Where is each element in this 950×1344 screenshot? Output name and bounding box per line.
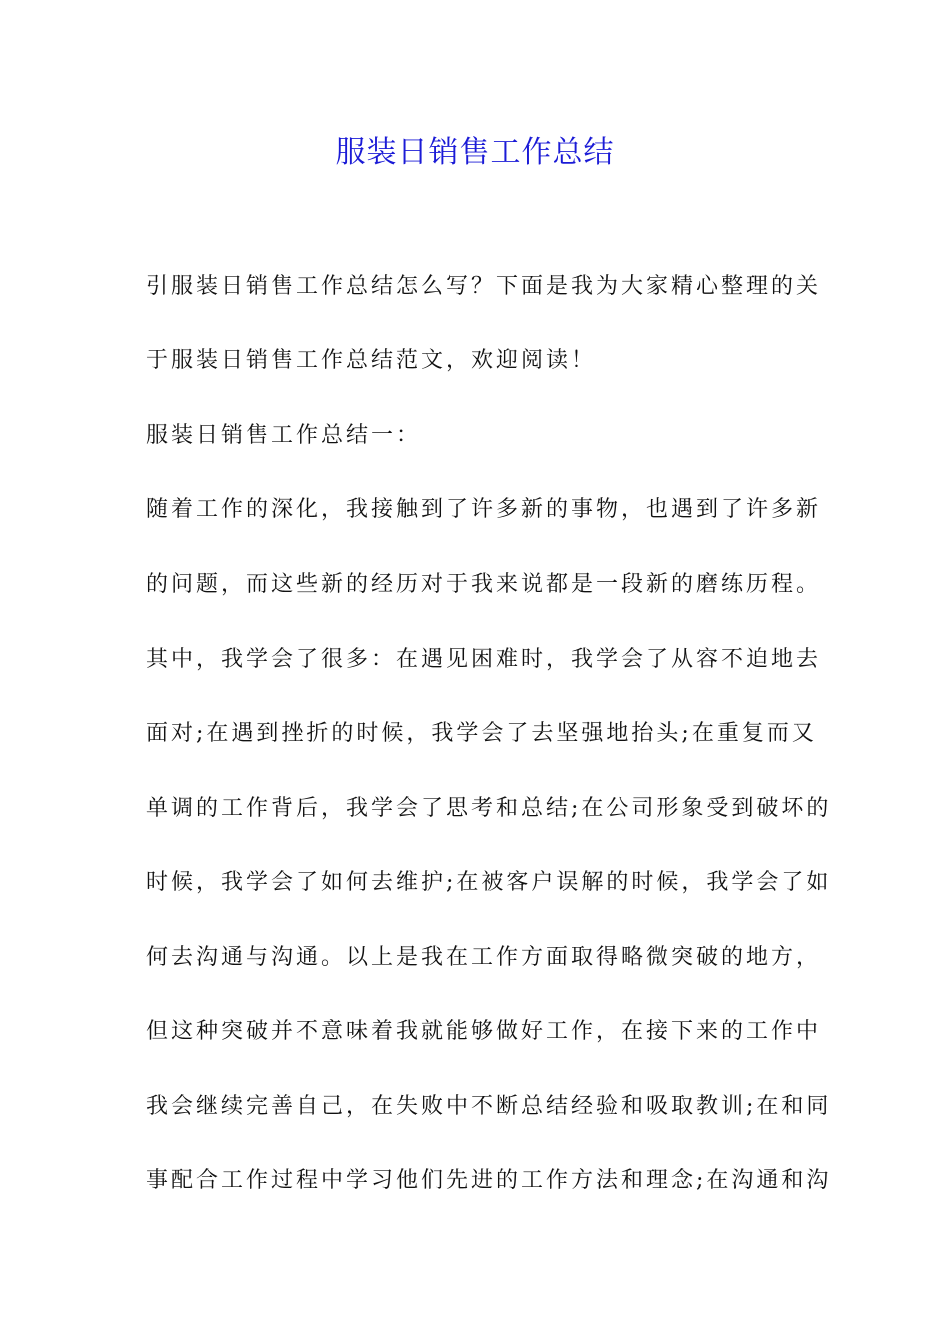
paragraph-line: 我会继续完善自己，在失败中不断总结经验和吸取教训;在和同 [146,1094,832,1119]
paragraph-line: 事配合工作过程中学习他们先进的工作方法和理念;在沟通和沟 [146,1168,832,1193]
paragraph-line: 面对;在遇到挫折的时候，我学会了去坚强地抬头;在重复而又 [146,721,817,746]
paragraph-line: 但这种突破并不意味着我就能够做好工作，在接下来的工作中 [146,1019,822,1044]
paragraph-line: 的问题，而这些新的经历对于我来说都是一段新的磨练历程。 [146,572,822,597]
paragraph-line: 其中，我学会了很多：在遇见困难时，我学会了从容不迫地去 [146,647,822,672]
paragraph-line: 随着工作的深化，我接触到了许多新的事物，也遇到了许多新 [146,497,822,522]
document-title: 服装日销售工作总结 [335,135,615,170]
paragraph-line: 服装日销售工作总结一： [146,423,422,448]
paragraph-line: 单调的工作背后，我学会了思考和总结;在公司形象受到破坏的 [146,796,832,821]
paragraph-line: 何去沟通与沟通。以上是我在工作方面取得略微突破的地方， [146,945,822,970]
paragraph-line: 时候，我学会了如何去维护;在被客户误解的时候，我学会了如 [146,870,832,895]
paragraph-line: 于服装日销售工作总结范文，欢迎阅读！ [146,348,597,373]
paragraph-line: 引服装日销售工作总结怎么写？下面是我为大家精心整理的关 [146,274,822,299]
